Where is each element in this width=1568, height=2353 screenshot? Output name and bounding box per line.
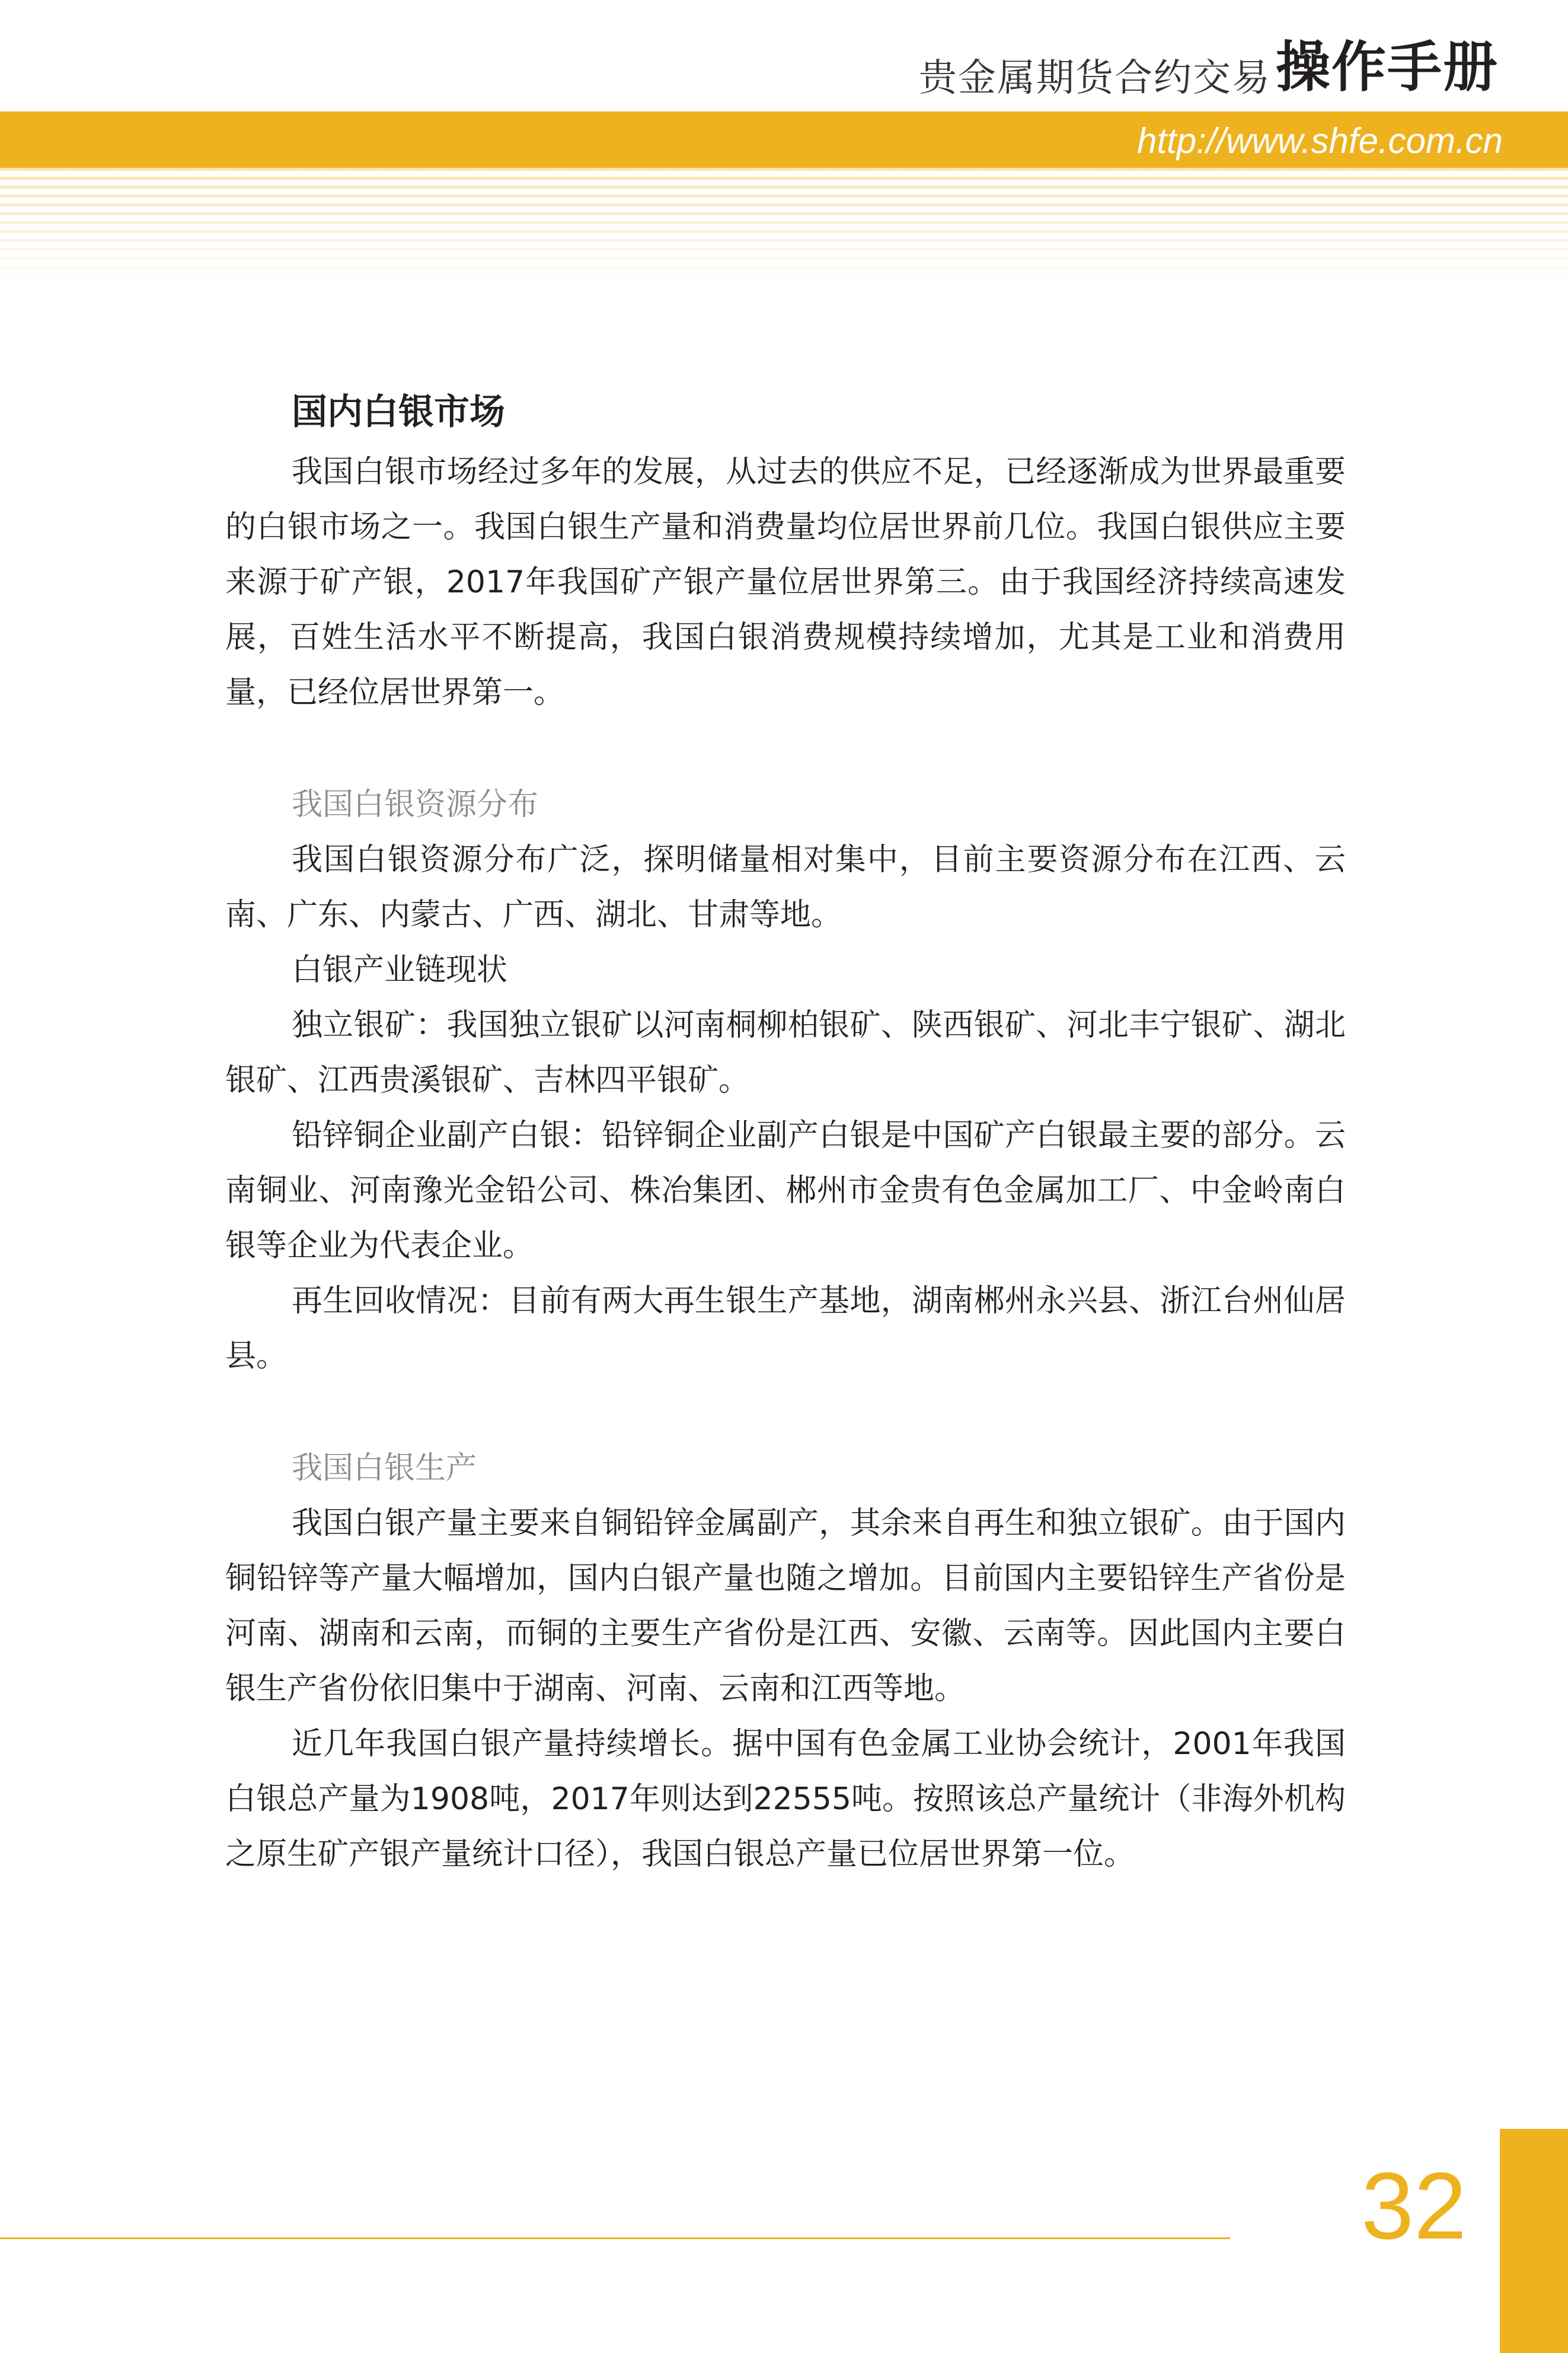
subheading-silver-production: 我国白银生产 bbox=[292, 1450, 477, 1486]
page-edge-tab bbox=[1500, 2129, 1568, 2353]
manual-subtitle: 贵金属期货合约交易 bbox=[918, 56, 1271, 100]
resource-distribution-paragraph: 我国白银资源分布广泛，探明储量相对集中，目前主要资源分布在江西、云南、广东、内蒙古、广西、湖北、甘肃等地。 bbox=[225, 842, 1346, 933]
recycling-paragraph: 再生回收情况：目前有两大再生银生产基地，湖南郴州永兴县、浙江台州仙居县。 bbox=[225, 1283, 1346, 1374]
website-url: http://www.shfe.com.cn bbox=[1137, 121, 1503, 161]
main-content bbox=[225, 380, 1346, 1882]
intro-paragraph: 我国白银市场经过多年的发展，从过去的供应不足，已经逐渐成为世界最重要的白银市场之一。我国白银生产量和消费量均位居世界前几位。我国白银供应主要来源于矿产银，2017年我国矿产银产量位居世界第三。由于我国经济持续高速发展，百姓生活水平不断提高，我国白银消费规模持续增加，尤其是工业和消费用量，已经位居世界第一。 bbox=[225, 454, 1346, 710]
independent-mines-paragraph: 独立银矿：我国独立银矿以河南桐柳柏银矿、陕西银矿、河北丰宁银矿、湖北银矿、江西贵溪银矿、吉林四平银矿。 bbox=[225, 1007, 1346, 1098]
production-growth-paragraph: 近几年我国白银产量持续增长。据中国有色金属工业协会统计，2001年我国白银总产量为1908吨，2017年则达到22555吨。按照该总产量统计（非海外机构之原生矿产银产量统计口径），我国白银总产量已位居世界第一位。 bbox=[225, 1726, 1346, 1872]
decorative-stripes bbox=[0, 168, 1568, 286]
manual-main-title: 操作手册 bbox=[1275, 36, 1499, 99]
page-number: 32 bbox=[1361, 2153, 1467, 2259]
industry-chain-heading: 白银产业链现状 bbox=[292, 952, 508, 988]
manual-title bbox=[919, 31, 1499, 102]
production-sources-paragraph: 我国白银产量主要来自铜铅锌金属副产，其余来自再生和独立银矿。由于国内铜铅锌等产量大幅增加，国内白银产量也随之增加。目前国内主要铅锌生产省份是河南、湖南和云南，而铜的主要生产省份是江西、安徽、云南等。因此国内主要白银生产省份依旧集中于湖南、河南、云南和江西等地。 bbox=[225, 1506, 1346, 1707]
byproduct-silver-paragraph: 铅锌铜企业副产白银：铅锌铜企业副产白银是中国矿产白银最主要的部分。云南铜业、河南豫光金铅公司、株冶集团、郴州市金贵有色金属加工厂、中金岭南白银等企业为代表企业。 bbox=[225, 1118, 1346, 1264]
subheading-resource-distribution: 我国白银资源分布 bbox=[292, 787, 539, 822]
footer-line bbox=[0, 2237, 1230, 2239]
section-title: 国内白银市场 bbox=[292, 391, 505, 433]
